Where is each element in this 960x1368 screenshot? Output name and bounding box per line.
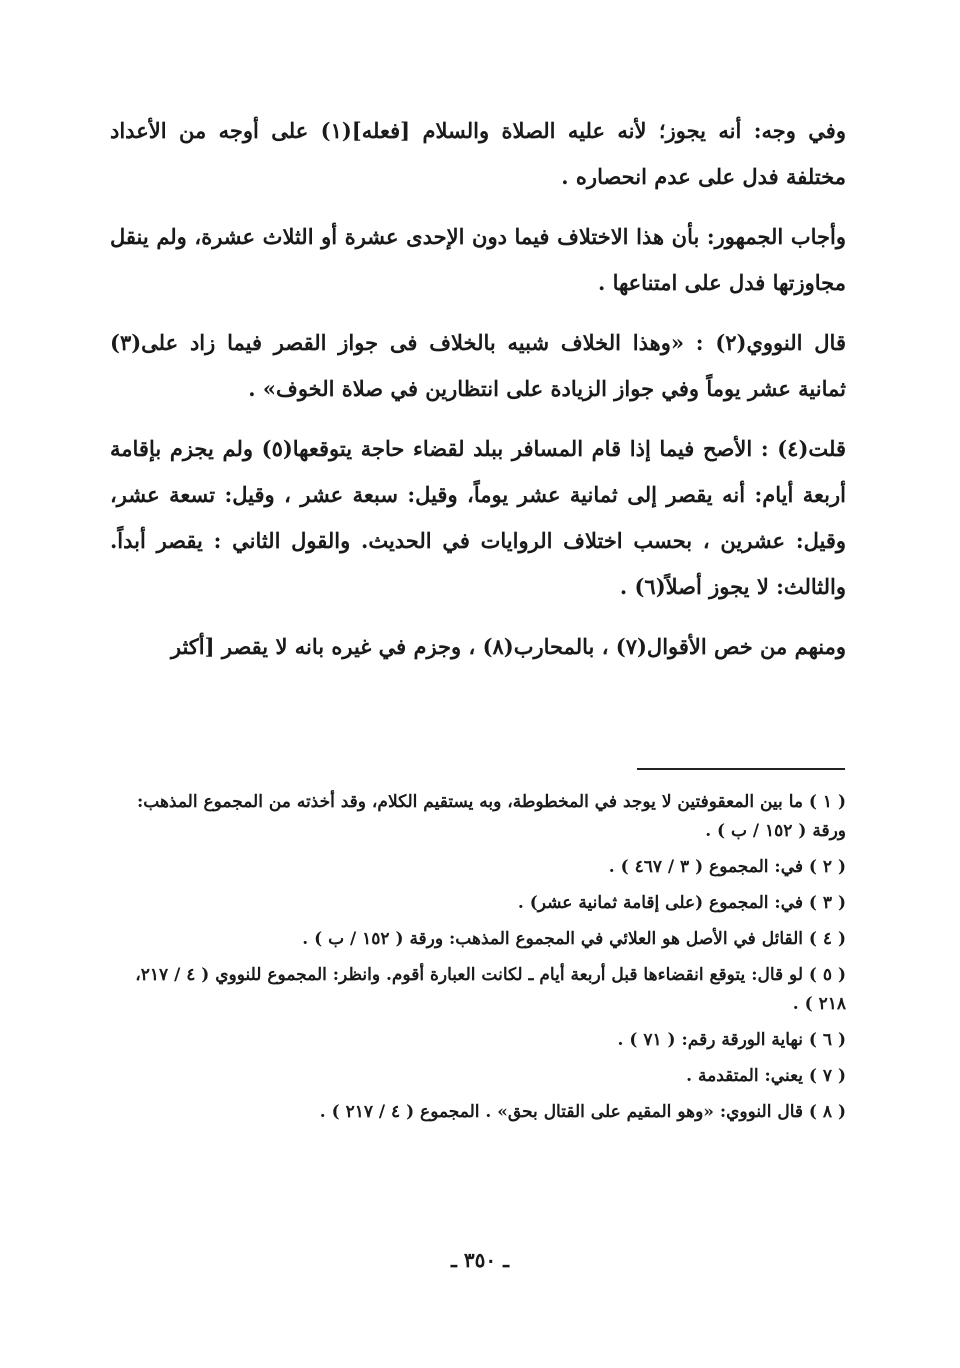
footnote: ( ٥ ) لو قال: يتوقع انقضاءها قبل أربعة أيام ـ لكانت العبارة أقوم. وانظر: المجموع للنووي ( ٤ / ٢١٧، ٢١٨ ) .	[135, 965, 846, 1014]
footnote: ( ٦ ) نهاية الورقة رقم: ( ٧١ ) .	[617, 1030, 846, 1050]
footnote: ( ٤ ) القائل في الأصل هو العلائي في المجموع المذهب: ورقة ( ١٥٢ / ب ) .	[302, 929, 846, 949]
footnotes	[110, 788, 846, 1134]
footnote: ( ٨ ) قال النووي: «وهو المقيم على القتال بحق» . المجموع ( ٤ / ٢١٧ ) .	[319, 1102, 846, 1122]
footnote: ( ١ ) ما بين المعقوفتين لا يوجد في المخطوطة، وبه يستقيم الكلام، وقد أخذته من المجموع المذهب: ورقة ( ١٥٢ / ب ) .	[136, 792, 846, 841]
paragraph: وفي وجه: أنه يجوز؛ لأنه عليه الصلاة والسلام [فعله](١) على أوجه من الأعداد مختلفة فدل على عدم انحصاره .	[110, 118, 846, 189]
paragraph: وأجاب الجمهور: بأن هذا الاختلاف فيما دون الإحدى عشرة أو الثلاث عشرة، ولم ينقل مجاوزتها فدل على امتناعها .	[110, 224, 846, 295]
footnote: ( ٢ ) في: المجموع ( ٣ / ٤٦٧ ) .	[608, 857, 846, 877]
footnote: ( ٣ ) في: المجموع (على إقامة ثمانية عشر) .	[517, 893, 846, 913]
main-text	[110, 108, 846, 684]
footnote-divider	[637, 768, 845, 770]
page-number: ـ ٣٥٠ ـ	[451, 1248, 509, 1272]
paragraph: قلت(٤) : الأصح فيما إذا قام المسافر ببلد لقضاء حاجة يتوقعها(٥) ولم يجزم بإقامة أربعة أيام: أنه يقصر إلى ثمانية عشر يوماً، وقيل: سبعة عشر ، وقيل: تسعة عشر، وقيل: عشرين ، بحسب اختلاف الروايات في الحديث. والقول الثاني : يقصر أبداً. والثالث: لا يجوز أصلاً(٦) .	[110, 436, 847, 599]
paragraph: قال النووي(٢) : «وهذا الخلاف شبيه بالخلاف فى جواز القصر فيما زاد على(٣) ثمانية عشر يوماً وفي جواز الزيادة على انتظارين في صلاة الخوف» .	[110, 330, 846, 401]
paragraph: ومنهم من خص الأقوال(٧) ، بالمحارب(٨) ، وجزم في غيره بانه لا يقصر [أكثر	[170, 634, 846, 659]
footnote: ( ٧ ) يعني: المتقدمة .	[686, 1066, 846, 1086]
